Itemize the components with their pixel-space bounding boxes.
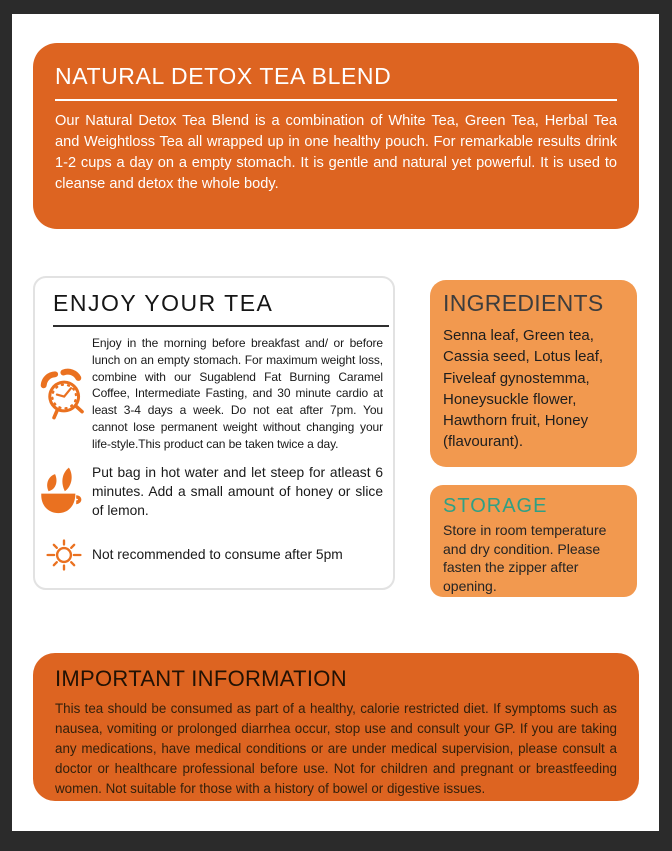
instruction-steep-text: Put bag in hot water and let steep for atleast 6 minutes. Add a small amount of honey or slice of lemon. [92, 464, 383, 519]
instruction-morning-text: Enjoy in the morning before breakfast and/ or before lunch on an empty stomach. For maximum weight loss, combine with our Sugablend Fat Burning Caramel Coffee, Intermediate Fasting, and 30 minute cardio at least 3-4 days a week. Do not eat after 7pm. You cannot lose permanent weight without changing your life-style.This product can be taken twice a day. [92, 336, 383, 451]
instruction-evening-text: Not recommended to consume after 5pm [92, 547, 343, 563]
ingredients-card [430, 280, 637, 467]
important-information-title: IMPORTANT INFORMATION [55, 666, 347, 691]
ingredients-title: INGREDIENTS [443, 290, 604, 316]
teacup-icon [35, 464, 92, 520]
important-information-text: This tea should be consumed as part of a healthy, calorie restricted diet. If symptoms such as nausea, vomiting or prolonged diarrhea occur, stop use and consult your GP. If you are taking any medications, have medical conditions or are under medical supervision, please consult a doctor or healthcare professional before use. Not for children and pregnant or breastfeeding women. Not suitable for those with a history of bowel or digestive issues. [55, 701, 617, 797]
enjoy-your-tea-card [33, 276, 395, 590]
paper-background [12, 14, 659, 831]
product-description: Our Natural Detox Tea Blend is a combination of White Tea, Green Tea, Herbal Tea and Weightloss Tea all wrapped up in one healthy pouch. For remarkable results drink 1-2 cups a day on a empty stomach. It is gentle and natural yet powerful. It is used to cleanse and detox the whole body. [55, 113, 617, 192]
enjoy-title-divider [53, 325, 389, 327]
title-divider [55, 99, 617, 101]
storage-card [430, 485, 637, 597]
header-banner [33, 43, 639, 229]
product-title: NATURAL DETOX TEA BLEND [55, 63, 392, 89]
important-information-card [33, 653, 639, 801]
sun-icon [35, 534, 92, 576]
storage-title: STORAGE [443, 495, 548, 517]
alarm-clock-icon [35, 365, 92, 423]
instruction-row-evening [35, 534, 393, 576]
instruction-row-steep [35, 463, 393, 521]
ingredients-list: Senna leaf, Green tea, Cassia seed, Lotus leaf, Fiveleaf gynostemma, Honeysuckle flower, Hawthorn fruit, Honey (flavourant). [443, 327, 604, 451]
storage-text: Store in room temperature and dry condition. Please fasten the zipper after opening. [443, 522, 607, 594]
instruction-row-morning [35, 335, 393, 453]
enjoy-title: ENJOY YOUR TEA [53, 290, 274, 316]
